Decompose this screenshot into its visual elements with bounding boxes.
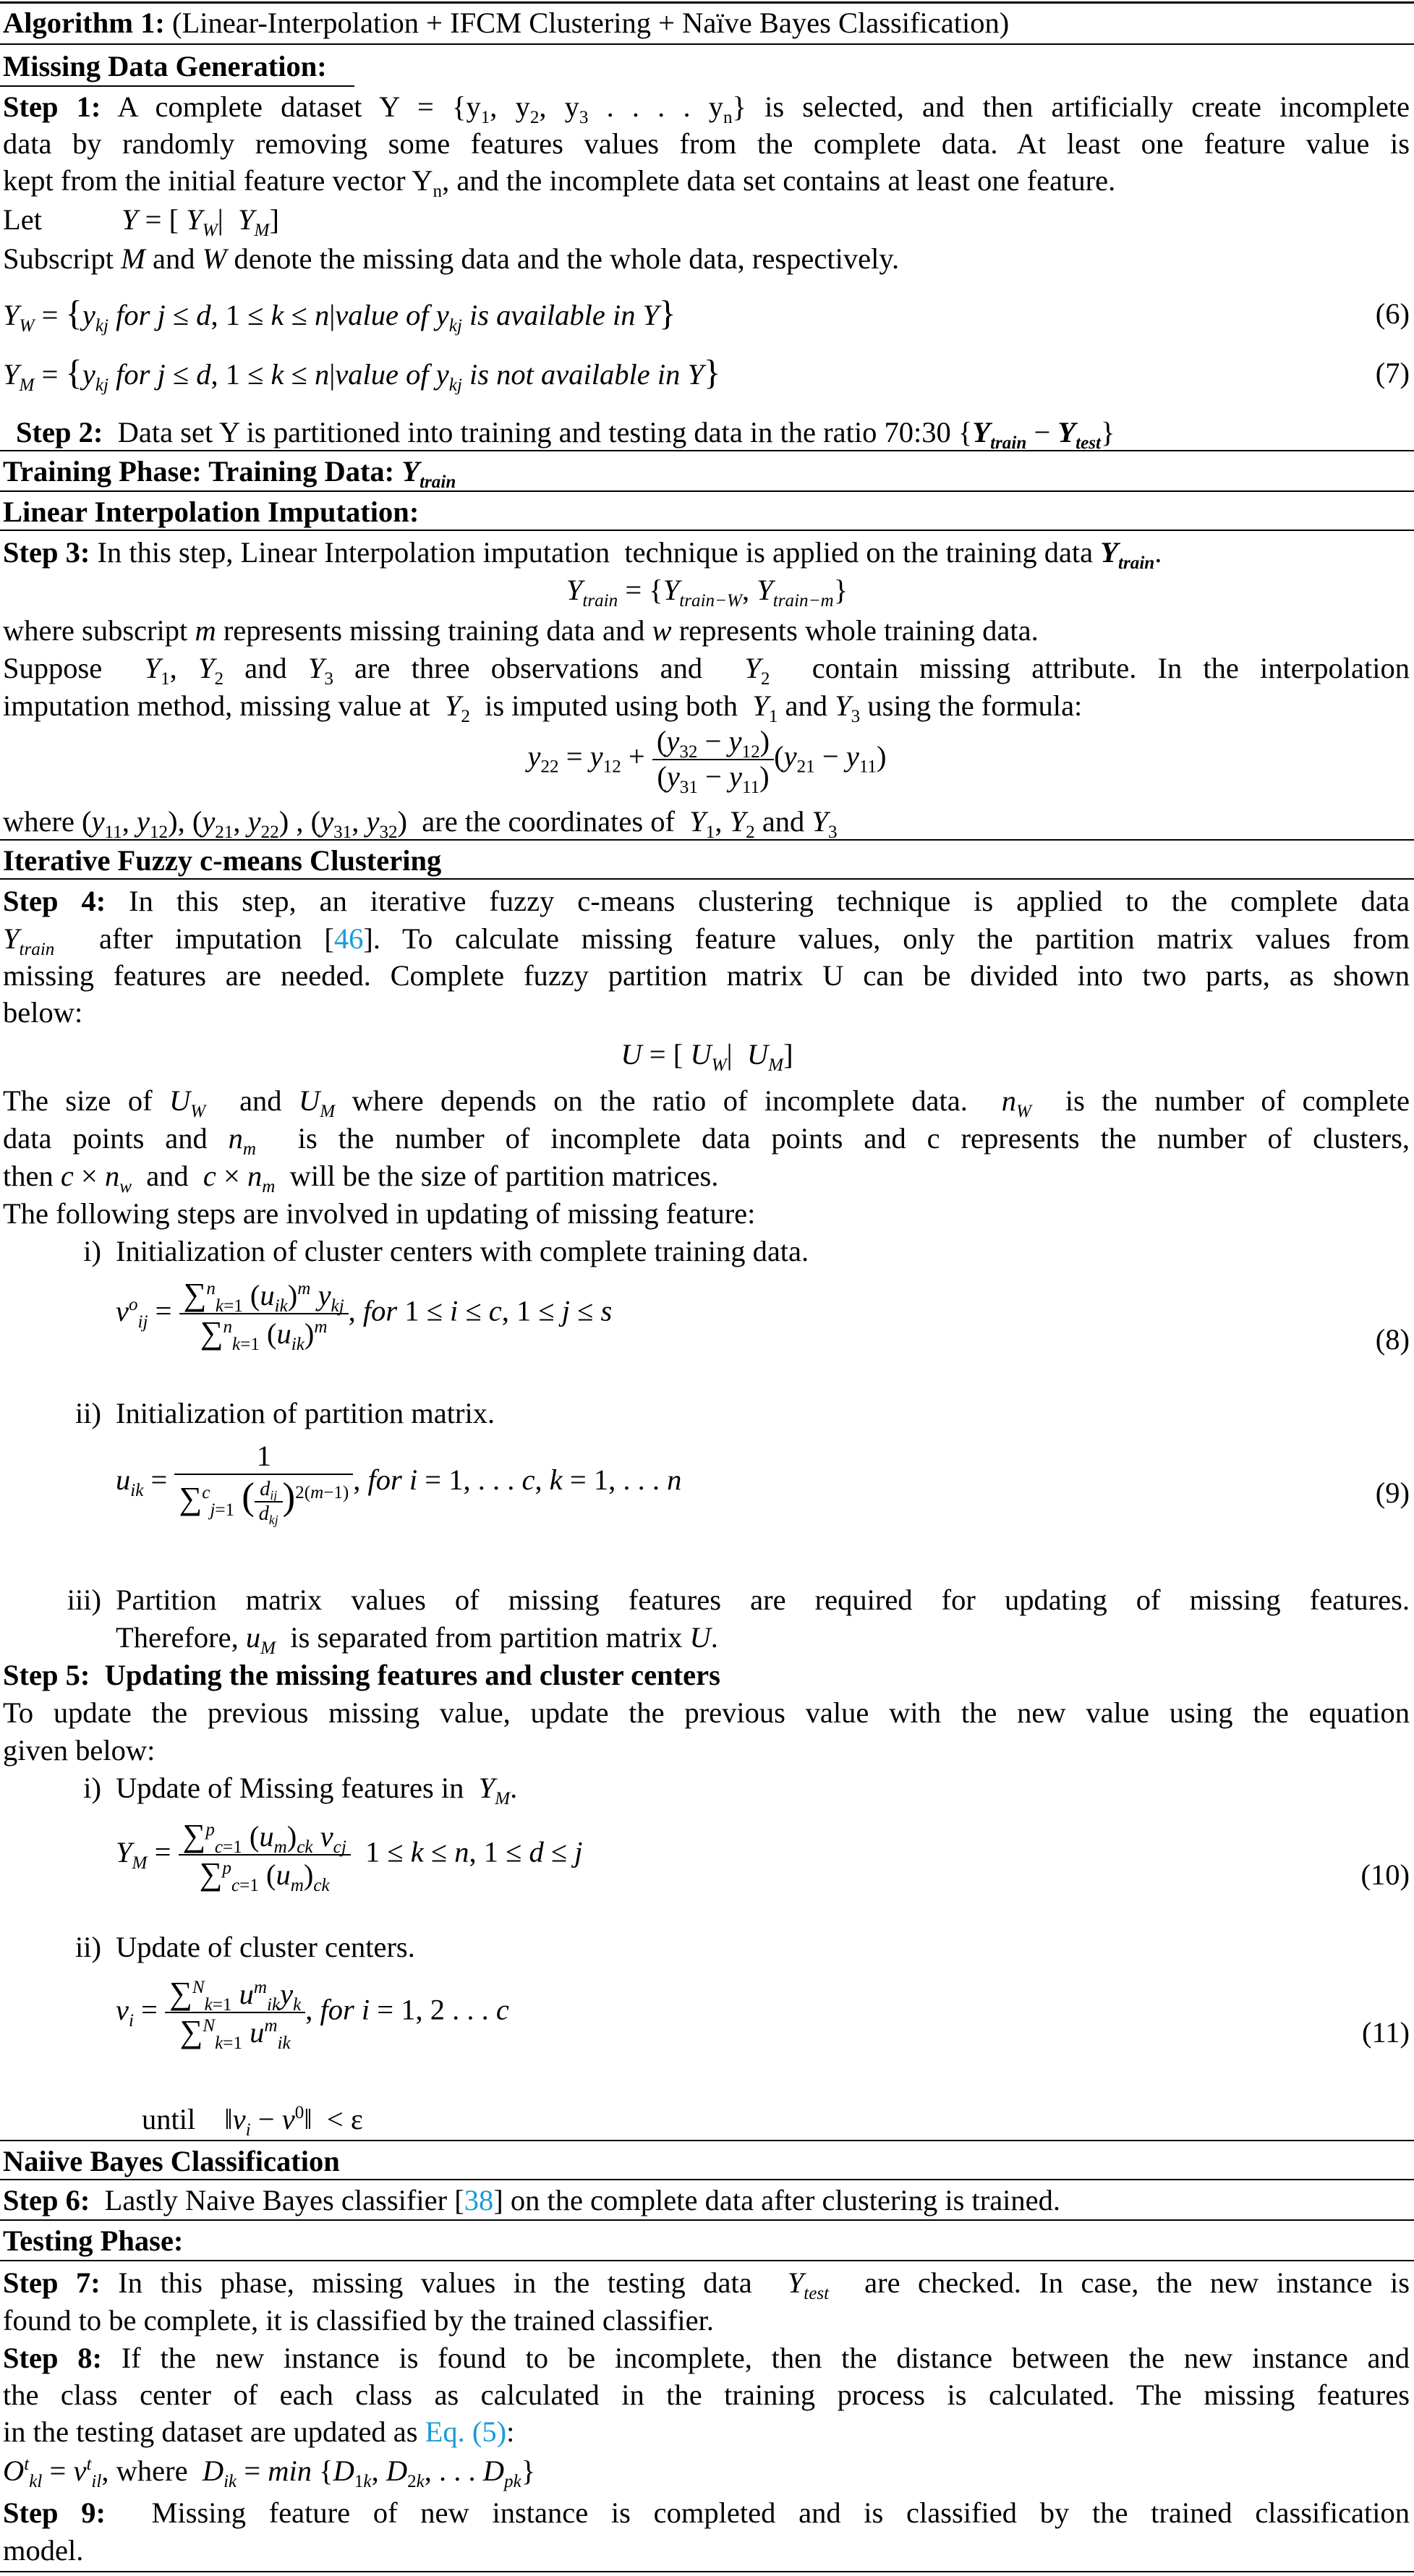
step5-paragraph-line1: To update the previous missing value, update the previous value with the new value using the equation <box>3 1696 1410 1729</box>
section-ifcm: Iterative Fuzzy c-means Clustering <box>3 844 442 877</box>
equation-8: $v^o_{ij}$ = $\frac{\sum^n_{k=1} (u_{ik})^m y_{kj}}{\sum^n_{k=1} (u_{ik})^m}$ , for 1 ≤ i ≤ c, 1 ≤ j ≤ s <box>116 1276 613 1354</box>
step8-line3: in the testing dataset are updated as Eq. (5): <box>3 2415 515 2448</box>
step7-line1: Step 7: In this phase, missing values in the testing data $Y_{test}$ are checked. In case, the new instance is <box>3 2266 1410 2303</box>
subscript-note: Subscript M and W denote the missing data and the whole data, respectively. <box>3 242 900 275</box>
step1-line1: Step 1: A complete dataset $Y = \{y_1$, $y_2$, $y_3$ . . . . $y_n$} is selected, and then artificially create incomplete <box>3 90 1410 127</box>
step4-line3: missing features are needed. Complete fuzzy partition matrix U can be divided into two parts, as shown <box>3 959 1410 992</box>
step4-line4: below: <box>3 996 83 1029</box>
list-marker-ii: ii) <box>75 1931 101 1963</box>
step3-line1: Step 3: In this step, Linear Interpolation imputation technique is applied on the training data $Y_{train}$. <box>3 536 1162 573</box>
rule <box>0 43 1414 45</box>
step3-coordinates: where ($y_{11}$, $y_{12}$), ($y_{21}$, $y_{22}$) , ($y_{31}$, $y_{32}$) are the coordinates of $Y_1$, $Y_2$ and $Y_3$ <box>3 805 838 842</box>
step5-heading: Step 5: Updating the missing features and cluster centers <box>3 1659 720 1691</box>
equation-10-number: (10) <box>1360 1858 1410 1891</box>
step6: Step 6: Lastly Naive Bayes classifier [38] on the complete data after clustering is trained. <box>3 2184 1061 2216</box>
section-linear-interpolation: Linear Interpolation Imputation: <box>3 496 419 528</box>
partition-matrix-equation: U = [ $U_W|$ $U_M$] <box>621 1038 793 1075</box>
equation-10: $Y_M$ = $\frac{\sum^p_{c=1} (u_m)_{ck} v_{cj}}{\sum^p_{c=1} (u_m)_{ck}}$ 1 ≤ k ≤ n, 1 ≤ d ≤ j <box>116 1817 583 1895</box>
let-statement: Let Y = [ $Y_W|$ $Y_M$] <box>3 203 279 240</box>
step9-line2: model. <box>3 2534 84 2567</box>
rule <box>0 2140 1414 2141</box>
step4-paragraph-line2: data points and $n_m$ is the number of incomplete data points and c represents the number of clusters, <box>3 1122 1410 1159</box>
interpolation-formula: $y_{22} = y_{12}$ + $\frac{(y_{32} - y_{12})}{(y_{31} - y_{11})}$ $(y_{21} - y_{11})$ <box>527 725 887 797</box>
step9-line1: Step 9: Missing feature of new instance is completed and is classified by the trained classification <box>3 2496 1410 2529</box>
rule <box>0 2219 1414 2221</box>
step4-item-i: Initialization of cluster centers with complete training data. <box>116 1235 809 1267</box>
top-rule <box>0 1 1414 4</box>
rule <box>0 490 1414 492</box>
equation-6-number: (6) <box>1375 297 1410 330</box>
list-marker-i: i) <box>83 1772 101 1804</box>
rule <box>0 450 1414 451</box>
equation-7: $Y_M = \{y_{kj}$ for j ≤ d, 1 ≤ k ≤ n|value of $y_{kj}$ is not available in Y} <box>3 353 721 395</box>
section-testing-phase: Testing Phase: <box>3 2224 184 2257</box>
list-marker-iii: iii) <box>67 1584 101 1616</box>
step4-line1: Step 4: In this step, an iterative fuzzy c-means clustering technique is applied to the complete data <box>3 885 1410 917</box>
equation-9-number: (9) <box>1375 1476 1410 1509</box>
step5-item-i: Update of Missing features in $Y_M$. <box>116 1772 518 1808</box>
section-missing-data: Missing Data Generation: <box>3 50 327 82</box>
step3-paragraph-line2: imputation method, missing value at $Y_2$ is imputed using both $Y_1$ and $Y_3$ using the formula: <box>3 689 1083 726</box>
step4-item-iii-line2: Therefore, $u_M$ is separated from partition matrix U. <box>116 1621 718 1658</box>
step4-item-iii-line1: Partition matrix values of missing features are required for updating of missing features. <box>116 1584 1410 1616</box>
step7-line2: found to be complete, it is classified by the trained classifier. <box>3 2304 714 2337</box>
step1-line3: kept from the initial feature vector $Y_n$, and the incomplete data set contains at least one feature. <box>3 164 1116 201</box>
rule <box>0 530 1414 531</box>
step4-paragraph-line3: then $c \times n_w$ and $c \times n_m$ will be the size of partition matrices. <box>3 1160 719 1196</box>
list-marker-ii: ii) <box>75 1397 101 1429</box>
equation-5-link[interactable]: Eq. (5) <box>425 2415 507 2448</box>
equation-9: $u_{ik}$ = 1 ∑$^c_{j=1}$ ( $\frac{d_{ij}}{d_{kj}}$ )$^{2(m-1)}$ , for i = 1, . . . c, k = 1, . . . n <box>116 1440 682 1528</box>
equation-6: $Y_W = \{y_{kj}$ for j ≤ d, 1 ≤ k ≤ n|value of $y_{kj}$ is available in Y} <box>3 294 676 336</box>
step5-paragraph-line2: given below: <box>3 1734 156 1767</box>
section-naive-bayes: Naiive Bayes Classification <box>3 2145 340 2177</box>
step5-item-ii: Update of cluster centers. <box>116 1931 415 1963</box>
step8-equation: $O^t_{kl} = v^t_{il}$, where $D_{ik} = \min \{D_{1k}$, $D_{2k}$, . . . $D_{pk}$} <box>3 2454 536 2491</box>
rule <box>0 878 1414 880</box>
bottom-rule <box>0 2571 1414 2572</box>
rule <box>0 2179 1414 2180</box>
step3-where: where subscript m represents missing training data and w represents whole training data. <box>3 614 1039 647</box>
step1-line2: data by randomly removing some features values from the complete data. At least one feature value is <box>3 127 1410 160</box>
citation-38[interactable]: 38 <box>464 2184 494 2216</box>
step3-equation: $Y_{train} = \{Y_{train-W}$, $Y_{train-m}$} <box>566 574 848 611</box>
step4-line2: $Y_{train}$ after imputation [46]. To calculate missing feature values, only the partition matrix values from <box>3 922 1410 959</box>
step3-paragraph-line1: Suppose $Y_1$, $Y_2$ and $Y_3$ are three observations and $Y_2$ contain missing attribute. In the interpolation <box>3 652 1410 689</box>
equation-11: $v_i$ = $\frac{\sum^N_{k=1} u^m_{ik}y_k}{\sum^N_{k=1} u^m_{ik}}$ , for i = 1, 2 . . . c <box>116 1975 509 2053</box>
rule <box>0 839 1414 841</box>
citation-46[interactable]: 46 <box>333 922 364 955</box>
section-underline <box>0 85 354 87</box>
step8-line1: Step 8: If the new instance is found to be incomplete, then the distance between the new instance and <box>3 2342 1410 2374</box>
step4-paragraph-line1: The size of $U_W$ and $U_M$ where depends on the ratio of incomplete data. $n_W$ is the number of complete <box>3 1084 1410 1121</box>
section-training-phase: Training Phase: Training Data: $Y_{train}$ <box>3 455 456 492</box>
equation-11-number: (11) <box>1362 2016 1410 2049</box>
step4-item-ii: Initialization of partition matrix. <box>116 1397 495 1429</box>
until-condition: until $‖v_i$ − $v^0‖ < \varepsilon$ <box>142 2102 363 2140</box>
algorithm-title: Algorithm 1: (Linear-Interpolation + IFCM Clustering + Naïve Bayes Classification) <box>3 7 1010 39</box>
step8-line2: the class center of each class as calculated in the training process is calculated. The missing features <box>3 2379 1410 2411</box>
step2: Step 2: Data set Y is partitioned into training and testing data in the ratio 70:30 $\{Y_{train} - Y_{test}\}$ <box>16 416 1115 453</box>
list-marker-i: i) <box>83 1235 101 1267</box>
step4-paragraph-line4: The following steps are involved in updating of missing feature: <box>3 1197 756 1230</box>
equation-7-number: (7) <box>1375 357 1410 389</box>
rule <box>0 2260 1414 2261</box>
equation-8-number: (8) <box>1375 1323 1410 1356</box>
